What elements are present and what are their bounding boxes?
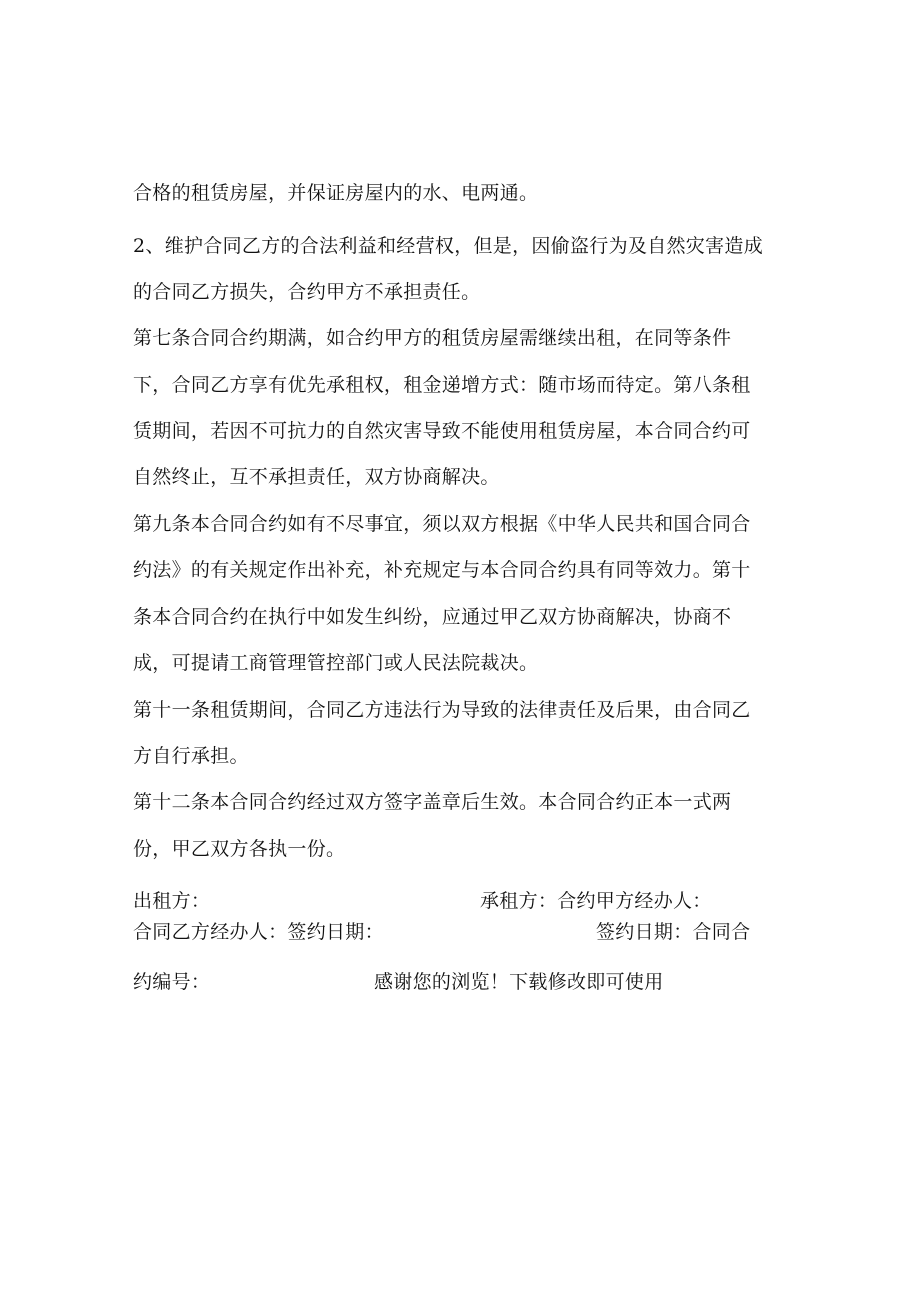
sign-date-label: 签约日期：合同合 xyxy=(596,921,751,943)
contract-number-label: 约编号： xyxy=(133,971,211,993)
thanks-note: 感谢您的浏览！下载修改即可使用 xyxy=(374,971,664,993)
body-line-5: 下，合同乙方享有优先承租权，租金递增方式：随市场而待定。第八条租 xyxy=(133,374,751,396)
body-line-13: 方自行承担。 xyxy=(133,745,249,767)
body-line-10: 条本合同合约在执行中如发生纠纷，应通过甲乙双方协商解决，协商不 xyxy=(133,606,732,628)
body-line-14: 第十二条本合同合约经过双方签字盖章后生效。本合同合约正本一式两 xyxy=(133,791,732,813)
party-b-agent-label: 合同乙方经办人：签约日期： xyxy=(133,921,384,943)
body-line-11: 成，可提请工商管理管控部门或人民法院裁决。 xyxy=(133,652,539,674)
lessor-label: 出租方： xyxy=(133,890,211,912)
body-line-4: 第七条合同合约期满，如合约甲方的租赁房屋需继续出租，在同等条件 xyxy=(133,327,732,349)
body-line-8: 第九条本合同合约如有不尽事宜，须以双方根据《中华人民共和国合同合 xyxy=(133,513,751,535)
lessee-label: 承租方：合约甲方经办人： xyxy=(480,890,712,912)
body-line-7: 自然终止，互不承担责任，双方协商解决。 xyxy=(133,466,500,488)
body-line-6: 赁期间，若因不可抗力的自然灾害导致不能使用租赁房屋，本合同合约可 xyxy=(133,420,751,442)
body-line-3: 的合同乙方损失，合约甲方不承担责任。 xyxy=(133,281,481,303)
body-line-15: 份，甲乙双方各执一份。 xyxy=(133,838,346,860)
body-line-1: 合格的租赁房屋，并保证房屋内的水、电两通。 xyxy=(133,182,539,204)
body-line-2: 2、维护合同乙方的合法利益和经营权，但是，因偷盗行为及自然灾害造成 xyxy=(133,235,763,257)
body-line-9: 约法》的有关规定作出补充，补充规定与本合同合约具有同等效力。第十 xyxy=(133,559,751,581)
body-line-12: 第十一条租赁期间，合同乙方违法行为导致的法律责任及后果，由合同乙 xyxy=(133,699,751,721)
